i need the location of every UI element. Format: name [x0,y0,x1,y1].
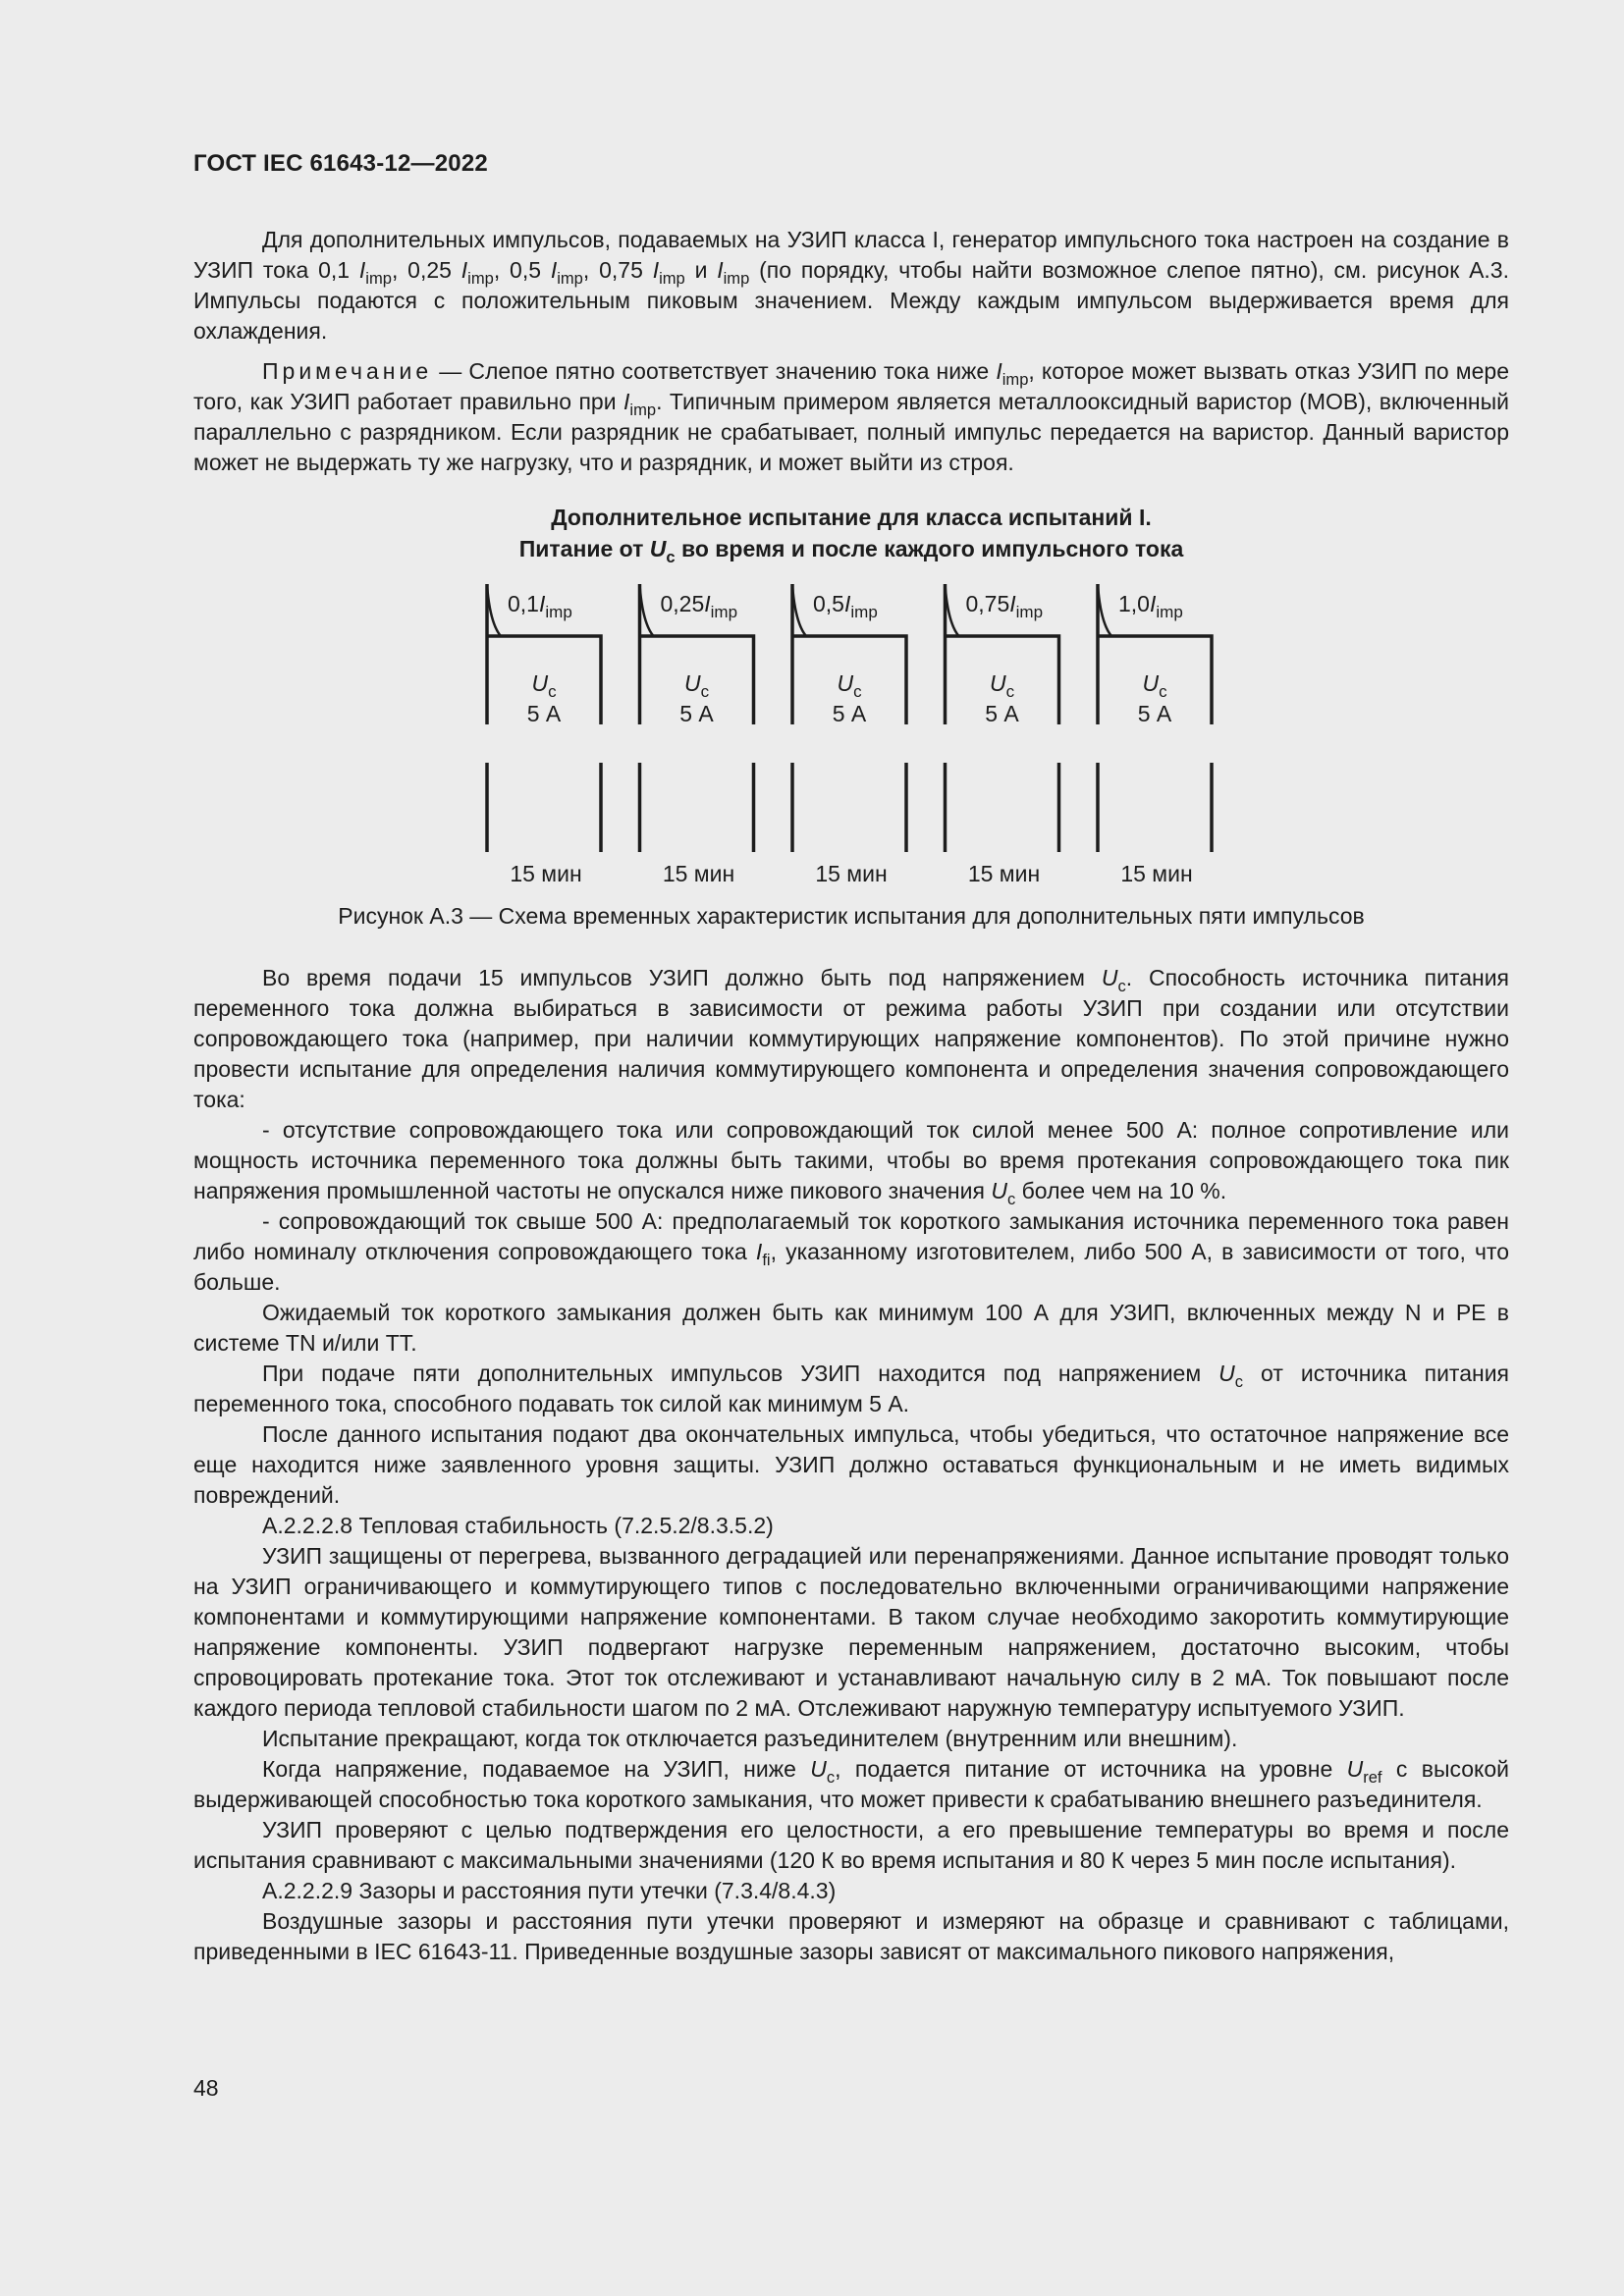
list-item-2: - сопровождающий ток свыше 500 А: предполагаемый ток короткого замыкания источника переменного тока равен либо номиналу отключения сопровождающего тока $I_{fi}$, указанному изготовителем, либо 500 А, в зависимости от того, что больше. [193,1208,1509,1295]
figure-caption: Рисунок А.3 — Схема временных характеристик испытания для дополнительных пяти импульсов [338,903,1365,929]
pulse-group-2 [640,584,754,886]
interval-label: 15 мин [1120,861,1193,886]
body-paragraph-1: Во время подачи 15 импульсов УЗИП должно быть под напряжением $U_c$. Способность источника питания переменного тока должна выбираться в зависимости от режима работы УЗИП при создании или отсутствии сопровождающего тока (например, при наличии коммутирующих напряжение компонентов). По этой причине нужно провести испытание для определения наличия коммутирующего компонента и определения значения сопровождающего тока: [193,965,1509,1112]
current-label: 5 А [526,701,562,726]
current-label: 5 А [679,701,714,726]
pulse-group-3 [792,584,906,886]
impulse-spike [1098,585,1111,636]
body-section [193,963,1509,1967]
impulse-spike [487,585,501,636]
pulse-group-5 [1098,584,1212,886]
section-heading-a22228: А.2.2.2.8 Тепловая стабильность (7.2.5.2/8.3.5.2) [262,1513,774,1538]
current-label: 5 А [832,701,867,726]
impulse-spike [792,585,806,636]
body-paragraph-7: Когда напряжение, подаваемое на УЗИП, ниже $U_c$, подается питание от источника на уровне $U_{ref}$ с высокой выдерживающей способностью тока короткого замыкания, что может привести к срабатыванию внешнего разъединителя. [193,1756,1509,1812]
pulse-label: $1,0I_{imp}$ [1118,591,1183,621]
note-paragraph: Примечание — Слепое пятно соответствует значению тока ниже $I_{imp}$, которое может вызвать отказ УЗИП по мере того, как УЗИП работает правильно при $I_{imp}$. Типичным примером является металлооксидный варистор (MOB), включенный параллельно с разрядником. Если разрядник не срабатывает, полный импульс передается на варистор. Данный варистор может не выдержать ту же нагрузку, что и разрядник, и может выйти из строя. [193,358,1509,475]
body-paragraph-9: Воздушные зазоры и расстояния пути утечки проверяют и измеряют на образце и сравнивают с таблицами, приведенными в IEC 61643-11. Приведенные воздушные зазоры зависят от максимального пикового напряжения, [193,1908,1509,1964]
body-paragraph-8: УЗИП проверяют с целью подтверждения его целостности, а его превышение температуры во время и после испытания сравнивают с максимальными значениями (120 К во время испытания и 80 К через 5 мин после испытания). [193,1817,1509,1873]
body-paragraph-4: После данного испытания подают два окончательных импульса, чтобы убедиться, что остаточное напряжение все еще находится ниже заявленного уровня защиты. УЗИП должно оставаться функциональным и не иметь видимых повреждений. [193,1421,1509,1508]
voltage-label: $U_c$ [1142,670,1167,701]
interval-label: 15 мин [967,861,1041,886]
impulse-spike [640,585,654,636]
interval-label: 15 мин [662,861,735,886]
current-label: 5 А [1137,701,1172,726]
figure-title-line2: Питание от $U_c$ во время и после каждого импульсного тока [518,536,1184,566]
interval-label: 15 мин [510,861,582,886]
timing-diagram [461,569,1227,893]
figure-title [193,502,1509,564]
figure-title-line1: Дополнительное испытание для класса испытаний I. [551,505,1152,530]
page-number: 48 [193,2075,219,2101]
pulse-label: $0,1I_{imp}$ [508,591,572,621]
intro-section [193,225,1509,478]
interval-lines [792,763,906,852]
body-paragraph-6: Испытание прекращают, когда ток отключается разъединителем (внутренним или внешним). [262,1726,1238,1751]
pulse-group-4 [946,584,1059,886]
interval-lines [946,763,1059,852]
note-label: Примечание [262,358,433,384]
impulse-spike [946,585,959,636]
voltage-label: $U_c$ [531,670,557,701]
section-heading-a22229: А.2.2.2.9 Зазоры и расстояния пути утечки (7.3.4/8.4.3) [262,1878,837,1903]
interval-lines [487,763,601,852]
voltage-label: $U_c$ [837,670,862,701]
interval-lines [640,763,754,852]
voltage-label: $U_c$ [683,670,710,701]
body-paragraph-5: УЗИП защищены от перегрева, вызванного деградацией или перенапряжениями. Данное испытание проводят только на УЗИП ограничивающего и коммутирующего типов с последовательно включенными ограничивающими напряжение компонентами и коммутирующими напряжение компонентами. В таком случае необходимо закоротить коммутирующие напряжение компоненты. УЗИП подвергают нагрузке переменным напряжением, достаточно высоким, чтобы спровоцировать протекание тока. Этот ток отслеживают и устанавливают начальную силу в 2 мА. Ток повышают после каждого периода тепловой стабильности шагом по 2 мА. Отслеживают наружную температуру испытуемого УЗИП. [193,1543,1509,1721]
interval-lines [1098,763,1212,852]
pulse-label: $0,5I_{imp}$ [813,591,878,621]
intro-paragraph: Для дополнительных импульсов, подаваемых на УЗИП класса I, генератор импульсного тока настроен на создание в УЗИП тока 0,1 $I_{imp}$, 0,25 $I_{imp}$, 0,5 $I_{imp}$, 0,75 $I_{imp}$ и $I_{imp}$ (по порядку, чтобы найти возможное слепое пятно), см. рисунок А.3. Импульсы подаются с положительным пиковым значением. Между каждым импульсом выдерживается время для охлаждения. [193,227,1509,344]
voltage-label: $U_c$ [989,670,1015,701]
body-paragraph-3: При подаче пяти дополнительных импульсов УЗИП находится под напряжением $U_c$ от источника питания переменного тока, способного подавать ток силой как минимум 5 А. [193,1361,1509,1416]
body-paragraph-2: Ожидаемый ток короткого замыкания должен быть как минимум 100 А для УЗИП, включенных между N и PE в системе TN и/или TT. [193,1300,1509,1356]
pulse-label: $0,25I_{imp}$ [660,591,738,621]
interval-label: 15 мин [815,861,888,886]
pulse-group-1 [487,584,601,886]
pulse-label: $0,75I_{imp}$ [965,591,1044,621]
current-label: 5 А [985,701,1019,726]
list-item-1: - отсутствие сопровождающего тока или сопровождающий ток силой менее 500 А: полное сопротивление или мощность источника переменного тока должны быть такими, чтобы во время протекания сопровождающего тока пик напряжения промышленной частоты не опускался ниже пикового значения $U_c$ более чем на 10 %. [193,1117,1509,1208]
document-header: ГОСТ IEC 61643-12—2022 [193,150,488,177]
